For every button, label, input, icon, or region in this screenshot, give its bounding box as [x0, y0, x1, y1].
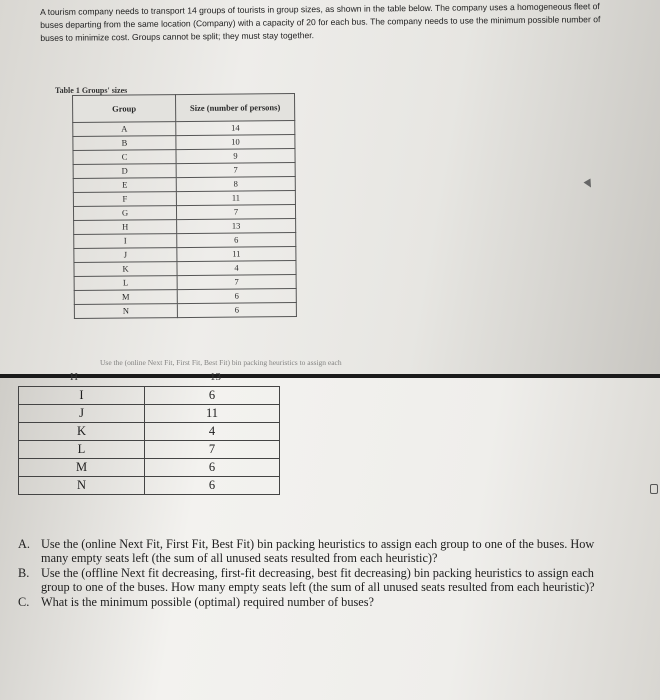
size-cell: 6	[145, 477, 280, 495]
group-cell: I	[74, 234, 177, 249]
size-cell: 4	[145, 423, 280, 441]
size-cell: 11	[177, 247, 296, 262]
question-text: Use the (online Next Fit, First Fit, Best Fit) bin packing heuristics to assign each group to one of the buses. How many empty seats left (the sum of all unused seats resulted from each heuristic)?	[41, 537, 595, 565]
table-row	[19, 405, 280, 423]
size-cell: 14	[176, 121, 295, 136]
group-cell: M	[19, 459, 145, 477]
partial-row	[0, 371, 300, 384]
partial-group: H	[70, 371, 78, 383]
size-cell: 7	[176, 163, 295, 178]
size-cell: 6	[177, 233, 296, 248]
group-cell: B	[73, 136, 176, 151]
header-group: Group	[73, 95, 176, 123]
group-cell: J	[74, 248, 177, 263]
question-letter: A.	[18, 537, 30, 551]
question-letter: B.	[18, 566, 30, 581]
group-cell: M	[74, 290, 177, 305]
group-cell: G	[73, 206, 176, 221]
table-row	[19, 441, 280, 459]
size-cell: 11	[176, 191, 295, 206]
group-cell: D	[73, 164, 176, 179]
group-cell: J	[19, 405, 145, 423]
group-cell: K	[74, 262, 177, 277]
question-c	[14, 596, 614, 610]
group-cell: L	[19, 441, 145, 459]
group-cell: N	[74, 304, 177, 319]
group-cell: E	[73, 178, 176, 193]
question-text: Use the (offline Next fit decreasing, first-fit decreasing, best fit decreasing) bin packing heuristics to assign each group to one of the buses. How many empty seats left (the sum of all unused seats resulted from each heuristic)?	[41, 566, 595, 594]
group-cell: N	[19, 477, 145, 495]
size-cell: 6	[177, 303, 296, 318]
table-caption: Table 1 Groups' sizes	[55, 86, 128, 95]
size-cell: 7	[177, 275, 296, 290]
size-cell: 7	[145, 441, 280, 459]
group-cell: C	[73, 150, 176, 165]
groups-table-zoomed	[18, 386, 280, 495]
size-cell: 13	[177, 219, 296, 234]
group-cell: A	[73, 122, 176, 137]
size-cell: 11	[145, 405, 280, 423]
size-cell: 8	[176, 177, 295, 192]
edge-object-icon	[650, 484, 658, 494]
table-row	[19, 477, 280, 495]
size-cell: 6	[177, 289, 296, 304]
table-row	[19, 387, 280, 405]
group-cell: F	[73, 192, 176, 207]
problem-intro: A tourism company needs to transport 14 groups of tourists in group sizes, as shown in the table below. The company uses a homogeneous fleet of buses departing from the same location (Company) with a capacity of 20 for each bus. The company needs to use the minimum possible number of buses to minimize cost. Groups cannot be split; they must stay together.	[40, 1, 601, 43]
size-cell: 4	[177, 261, 296, 276]
size-cell: 9	[176, 149, 295, 164]
group-cell: K	[19, 423, 145, 441]
question-b	[14, 567, 614, 594]
mouse-cursor-icon	[584, 179, 595, 190]
question-letter: C.	[18, 595, 30, 610]
partial-size: 13	[210, 371, 221, 383]
questions-list	[14, 538, 614, 612]
size-cell: 10	[176, 135, 295, 150]
group-cell: L	[74, 276, 177, 291]
size-cell: 6	[145, 387, 280, 405]
group-cell: I	[19, 387, 145, 405]
table-row	[74, 303, 296, 319]
size-cell: 6	[145, 459, 280, 477]
question-text: What is the minimum possible (optimal) required number of buses?	[41, 595, 374, 610]
size-cell: 7	[176, 205, 295, 220]
table-row	[19, 423, 280, 441]
question-a	[14, 538, 614, 565]
blurred-question-line: Use the (online Next Fit, First Fit, Best Fit) bin packing heuristics to assign each	[100, 358, 342, 367]
table-row	[19, 459, 280, 477]
groups-table	[72, 93, 297, 319]
header-size: Size (number of persons)	[176, 94, 295, 122]
group-cell: H	[74, 220, 177, 235]
